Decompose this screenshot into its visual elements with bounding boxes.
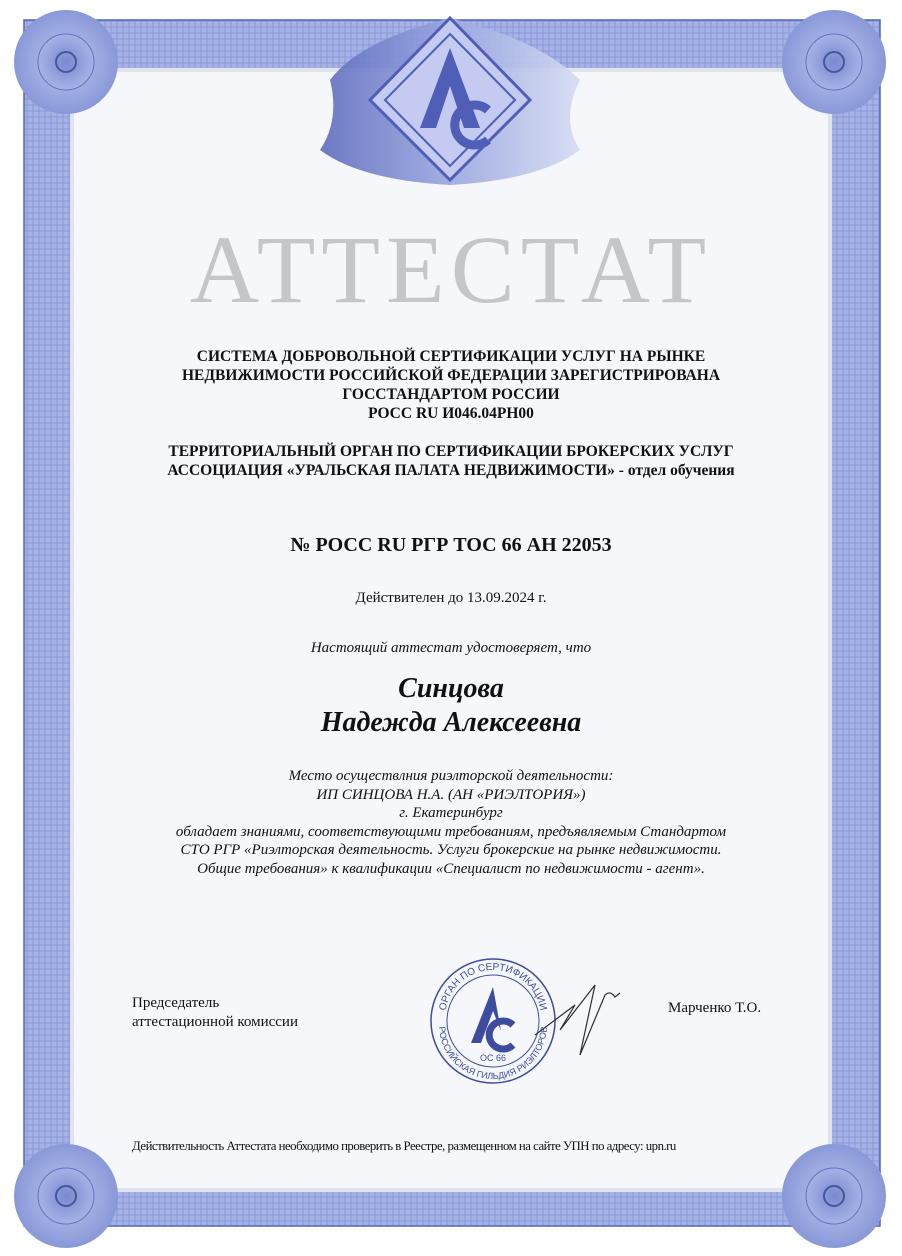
organ-line: ТЕРРИТОРИАЛЬНЫЙ ОРГАН ПО СЕРТИФИКАЦИИ БРОКЕРСКИХ УСЛУГ [168,443,734,460]
organ-line: АССОЦИАЦИЯ «УРАЛЬСКАЯ ПАЛАТА НЕДВИЖИМОСТИ» - отдел обучения [167,462,735,479]
certificate-number: № РОСС RU РГР ТОС 66 АН 22053 [290,534,612,556]
header-line: СИСТЕМА ДОБРОВОЛЬНОЙ СЕРТИФИКАЦИИ УСЛУГ НА РЫНКЕ [196,348,706,365]
body-line: Общие требования» к квалификации «Специалист по недвижимости - агент». [197,860,705,877]
intro-text: Настоящий аттестат удостоверяет, что [310,640,592,656]
seal-bottom-text: РОССИЙСКАЯ ГИЛЬДИЯ РИЭЛТОРОВ [436,1026,550,1082]
corner-rosette-tr [782,10,886,114]
corner-rosette-br [782,1144,886,1248]
signature [535,985,620,1055]
header-line: НЕДВИЖИМОСТИ РОССИЙСКОЙ ФЕДЕРАЦИИ ЗАРЕГИСТРИРОВАНА [181,367,721,384]
seal-top-text: ОРГАН ПО СЕРТИФИКАЦИИ [437,961,549,1012]
holder-given-names: Надежда Алексеевна [320,707,582,738]
watermark-title: АТТЕСТАТ [189,216,713,323]
body-line: Место осуществлния риэлторской деятельности: [288,768,614,784]
footer-note: Действительность Аттестата необходимо проверить в Реестре, размещенном на сайте УПН по адресу: upn.ru [132,1139,676,1153]
chair-line: Председатель [132,995,220,1011]
holder-name [0,672,902,740]
chair-line: аттестационной комиссии [132,1013,298,1030]
body-line: ИП СИНЦОВА Н.А. (АН «РИЭЛТОРИЯ») [316,786,586,803]
corner-rosette-bl [14,1144,118,1248]
seal-code: ОС 66 [479,1053,507,1063]
header-line: ГОССТАНДАРТОМ РОССИИ [342,386,560,403]
valid-until: Действителен до 13.09.2024 г. [355,590,547,606]
seal-stamp [425,955,625,1085]
header-line: РОСС RU И046.04РН00 [368,405,534,422]
chair-title [132,994,298,1031]
signer-name: Марченко Т.О. [668,1000,762,1016]
qualification-text [0,767,902,878]
holder-surname: Синцова [398,673,504,704]
body-line: г. Екатеринбург [399,805,503,821]
organ-header [0,442,902,480]
body-line: СТО РГР «Риэлторская деятельность. Услуги брокерские на рынке недвижимости. [180,842,722,858]
system-header [0,347,902,423]
body-line: обладает знаниями, соответствующими требованиям, предъявляемым Стандартом [175,823,727,840]
corner-rosette-tl [14,10,118,114]
